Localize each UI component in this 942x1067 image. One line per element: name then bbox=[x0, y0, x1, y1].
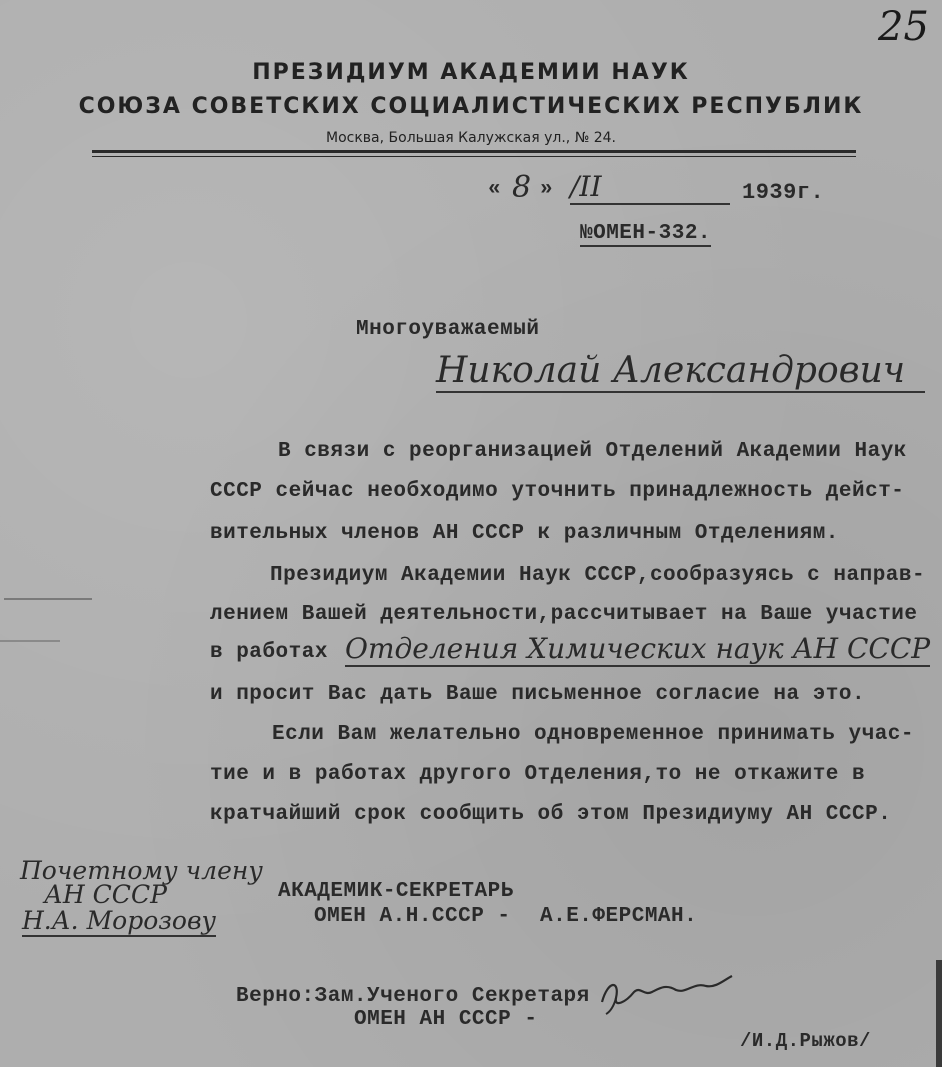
body-p3-line3: кратчайший срок сообщить об этом Президиуму АН СССР. bbox=[210, 803, 892, 826]
letterhead-address: Москва, Большая Калужская ул., № 24. bbox=[326, 130, 616, 146]
certification-line1: Верно:Зам.Ученого Секретаря bbox=[236, 985, 590, 1008]
body-p1-line3: вительных членов АН СССР к различным Отделениям. bbox=[210, 522, 839, 545]
date-day: 8 bbox=[512, 170, 532, 205]
page-edge bbox=[936, 960, 942, 1067]
margin-mark bbox=[0, 640, 60, 642]
body-p2-line1: Президиум Академии Наук СССР,сообразуясь с направ- bbox=[270, 564, 926, 587]
certification-name: /И.Д.Рыжов/ bbox=[740, 1030, 871, 1052]
recipient-note-line2: АН СССР bbox=[44, 880, 167, 909]
body-p1-line1: В связи с реорганизацией Отделений Академии Наук bbox=[278, 440, 907, 463]
signature-title2: ОМЕН А.Н.СССР - bbox=[314, 905, 511, 928]
body-p2-line4: и просит Вас дать Ваше письменное согласие на это. bbox=[210, 683, 866, 706]
reference-number: №ОМЕН-332. bbox=[580, 222, 712, 245]
department-handwritten: Отделения Химических наук АН СССР bbox=[345, 632, 931, 665]
signature-title1: АКАДЕМИК-СЕКРЕТАРЬ bbox=[278, 880, 514, 903]
date-month: /II bbox=[570, 170, 730, 205]
date-year: 1939г. bbox=[742, 180, 825, 205]
body-p1-line2: СССР сейчас необходимо уточнить принадлежность дейст- bbox=[210, 480, 905, 503]
body-p3-line1: Если Вам желательно одновременное принимать учас- bbox=[272, 723, 915, 746]
body-p3-line2: тие и в работах другого Отделения,то не откажите в bbox=[210, 763, 866, 786]
certification-line2: ОМЕН АН СССР - bbox=[354, 1008, 538, 1031]
body-p2-line2: лением Вашей деятельности,рассчитывает на Ваше участие bbox=[210, 603, 918, 626]
body-p2-line3-prefix: в работах bbox=[210, 641, 328, 664]
margin-mark bbox=[4, 598, 92, 600]
date-close-quote: » bbox=[540, 178, 554, 201]
date-open-quote: « bbox=[488, 178, 502, 201]
letterhead-rule-thick bbox=[92, 150, 856, 153]
addressee-name: Николай Александрович bbox=[436, 350, 925, 393]
handwritten-signature bbox=[596, 972, 736, 1016]
letterhead-line1: ПРЕЗИДИУМ АКАДЕМИИ НАУК bbox=[252, 60, 690, 85]
page-number: 25 bbox=[878, 4, 929, 50]
signature-name: А.Е.ФЕРСМАН. bbox=[540, 905, 698, 928]
salutation: Многоуважаемый bbox=[356, 318, 540, 341]
letterhead-line2: СОЮЗА СОВЕТСКИХ СОЦИАЛИСТИЧЕСКИХ РЕСПУБЛИК bbox=[78, 94, 864, 119]
recipient-note-line3: Н.А. Морозову bbox=[22, 906, 217, 935]
letterhead-rule-thin bbox=[92, 156, 856, 157]
recipient-note-line1: Почетному члену bbox=[20, 856, 263, 885]
